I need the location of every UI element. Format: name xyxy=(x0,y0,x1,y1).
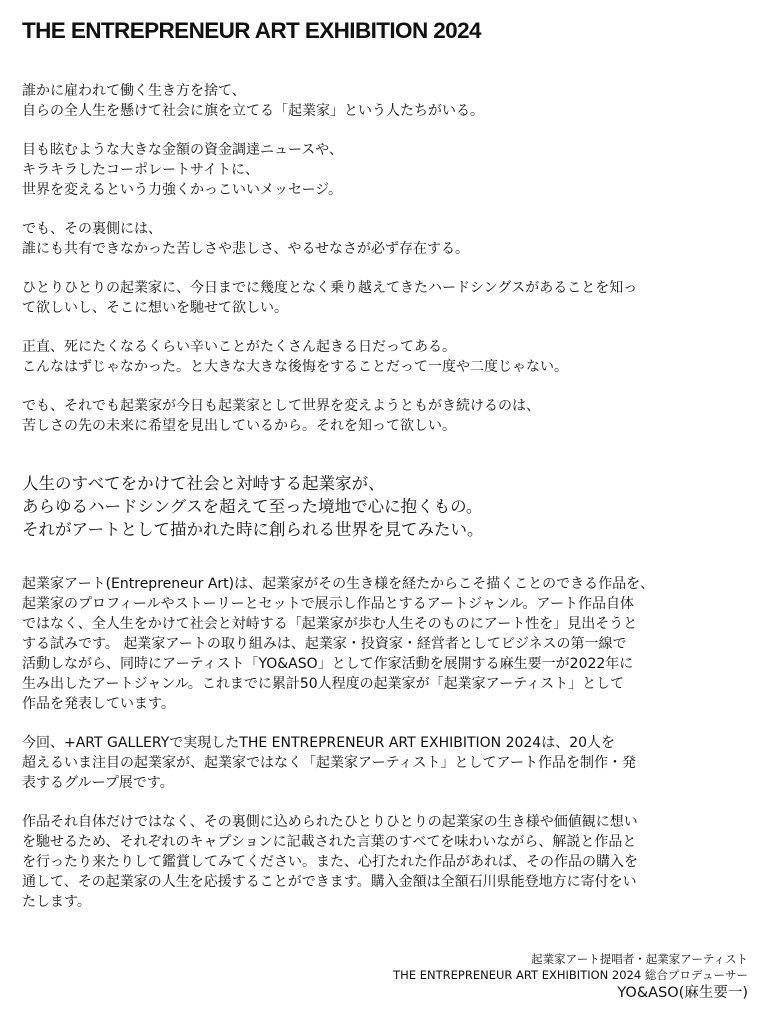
intro-line: 誰かに雇われて働く生き方を捨て、 xyxy=(22,83,246,99)
lead-line: 人生のすべてをかけて社会と対峙する起業家が、 xyxy=(22,474,385,493)
body-line: 超えるいま注目の起業家が、起業家ではなく「起業家アーティスト」としてアート作品を制作・発 xyxy=(22,755,637,771)
intro-line: 世界を変えるという力強くかっこいいメッセージ。 xyxy=(22,182,343,198)
body-paragraph-about xyxy=(22,574,756,714)
intro-line: 目も眩むような大きな金額の資金調達ニュースや、 xyxy=(22,142,344,158)
body-line: たします。 xyxy=(22,894,91,910)
intro-line: て欲しいし、そこに想いを馳せて欲しい。 xyxy=(22,300,288,316)
body-line: 作品それ自体だけではなく、その裏側に込められたひとりひとりの起業家の生き様や価値観に想い xyxy=(22,814,638,830)
intro-paragraph xyxy=(22,81,756,121)
lead-line: あらゆるハードシングスを超えて至った境地で心に抱くもの。 xyxy=(22,497,483,516)
intro-line: 正直、死にたくなるくらい辛いことがたくさん起きる日だってある。 xyxy=(22,339,456,355)
body-section xyxy=(22,574,756,931)
body-line: 起業家アート(Entrepreneur Art)は、起業家がその生き様を経たからこそ描くことのできる作品を、 xyxy=(22,576,655,592)
body-line: 表するグループ展です。 xyxy=(22,775,174,791)
intro-line: 誰にも共有できなかった苦しさや悲しさ、やるせなさが必ず存在する。 xyxy=(22,241,470,257)
intro-line: こんなはずじゃなかった。と大きな大きな後悔をすることだって一度や二度じゃない。 xyxy=(22,359,568,375)
lead-paragraph xyxy=(22,472,756,541)
signature-role-advocate: 起業家アート提唱者・起業家アーティスト xyxy=(531,952,748,966)
intro-paragraph xyxy=(22,337,756,377)
intro-line: 自らの全人生を懸けて社会に旗を立てる「起業家」という人たちがいる。 xyxy=(22,103,484,119)
signature-role-producer: THE ENTREPRENEUR ART EXHIBITION 2024 総合プロデューサー xyxy=(393,968,748,982)
signature-block xyxy=(393,951,748,1003)
intro-paragraph xyxy=(22,278,756,318)
intro-line: でも、その裏側には、 xyxy=(22,221,162,237)
intro-line: でも、それでも起業家が今日も起業家として世界を変えようともがき続けるのは、 xyxy=(22,398,540,414)
body-paragraph-invitation xyxy=(22,812,756,912)
intro-section xyxy=(22,81,756,455)
body-line: 作品を発表しています。 xyxy=(22,696,175,712)
intro-paragraph xyxy=(22,219,756,259)
intro-paragraph xyxy=(22,396,756,436)
body-line: を行ったり来たりして鑑賞してみてください。また、心打たれた作品があれば、その作品の購入を xyxy=(22,854,638,870)
body-line: 今回、+ART GALLERYで実現したTHE ENTREPRENEUR ART EXHIBITION 2024は、20人を xyxy=(22,735,616,751)
signature-name: YO&ASO(麻生要一) xyxy=(617,985,748,1001)
body-paragraph-exhibition xyxy=(22,733,756,793)
body-line: を馳せるため、それぞれのキャプションに記載された言葉のすべてを味わいながら、解説と作品と xyxy=(22,834,637,850)
body-line: ではなく、全人生をかけて社会と対峙する「起業家が歩む人生そのものにアート性を」見出そうと xyxy=(22,616,638,632)
body-line: する試みです。 起業家アートの取り組みは、起業家・投資家・経営者としてビジネスの第一線で xyxy=(22,636,627,652)
lead-section xyxy=(22,472,756,541)
body-line: 起業家のプロフィールやストーリーとセットで展示し作品とするアートジャンル。アート作品自体 xyxy=(22,596,635,612)
body-line: 生み出したアートジャンル。これまでに累計50人程度の起業家が「起業家アーティスト」として xyxy=(22,676,625,692)
intro-line: ひとりひとりの起業家に、今日までに幾度となく乗り越えてきたハードシングスがあることを知っ xyxy=(22,280,638,296)
page-title: THE ENTREPRENEUR ART EXHIBITION 2024 xyxy=(22,18,481,43)
body-line: 通して、その起業家の人生を応援することができます。購入金額は全額石川県能登地方に寄付をい xyxy=(22,874,637,890)
body-line: 活動しながら、同時にアーティスト「YO&ASO」として作家活動を展開する麻生要一が2022年に xyxy=(22,656,634,672)
lead-line: それがアートとして描かれた時に創られる世界を見てみたい。 xyxy=(22,520,484,539)
intro-line: 苦しさの先の未来に希望を見出しているから。それを知って欲しい。 xyxy=(22,418,456,434)
intro-paragraph xyxy=(22,140,756,200)
intro-line: キラキラしたコーポレートサイトに、 xyxy=(22,162,260,178)
